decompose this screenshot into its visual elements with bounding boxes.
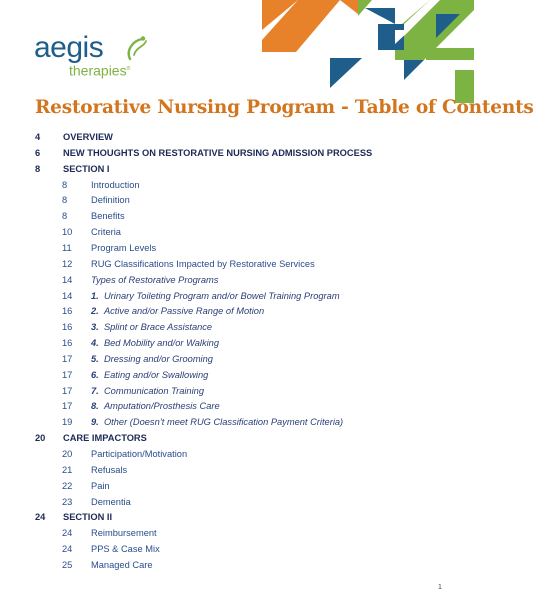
toc-entry-label: Benefits [91,211,125,222]
toc-entry-label: RUG Classifications Impacted by Restorative Services [91,258,315,269]
orange-triangle-2 [340,0,358,14]
toc-item-number: 3. [91,322,99,333]
toc-entry-label [91,351,213,367]
toc-page-number: 24 [62,544,73,555]
toc-entry-label: Introduction [91,179,140,190]
toc-entry-label: Refusals [91,464,128,475]
toc-page-number: 6 [35,147,41,158]
toc-entry-label: NEW THOUGHTS ON RESTORATIVE NURSING ADMISSION PROCESS [63,147,373,158]
toc-item-text: Amputation/Prosthesis Care [103,401,220,412]
toc-entry-label [91,414,343,430]
toc-page-number: 8 [62,179,68,190]
logo-swirl-icon [124,35,150,63]
toc-entry-label [91,303,264,319]
toc-item-text: Bed Mobility and/or Walking [103,338,220,349]
toc-page-number: 17 [62,369,73,380]
toc-entry-label [91,383,204,399]
toc-entry-label: Criteria [91,227,121,238]
toc-page-number: 20 [35,433,46,444]
toc-entry-label: Definition [91,195,130,206]
toc-entry-label [91,335,219,351]
toc-entry-label: OVERVIEW [63,132,113,142]
toc-page-number: 12 [62,258,73,269]
toc-entry-label: Reimbursement [91,528,157,539]
blue-triangle-2 [330,58,362,88]
toc-page-number: 17 [62,401,73,412]
toc-entry-label: Types of Restorative Programs [91,274,219,285]
toc-item-text: Urinary Toileting Program and/or Bowel Training Program [103,290,340,301]
toc-page-number: 14 [62,274,73,285]
toc-page-number: 19 [62,417,73,428]
toc-entry-label: Program Levels [91,242,157,253]
toc-entry-label: SECTION I [63,163,110,174]
toc-item-text: Splint or Brace Assistance [103,322,213,333]
toc-entry-label: Managed Care [91,559,153,570]
toc-page-number: 17 [62,353,73,364]
toc-page-number: 16 [62,306,73,317]
page-title: Restorative Nursing Program - Table of Contents [35,97,534,118]
toc-page-number: 8 [62,195,68,206]
toc-item-text: Eating and/or Swallowing [103,369,209,380]
toc-entry-label [91,367,208,383]
toc-entry-label [91,319,212,335]
toc-item-number: 9. [91,417,99,428]
toc-entry-label: SECTION II [63,512,113,523]
toc-page-number: 24 [62,528,73,539]
toc-item-number: 6. [91,369,99,380]
toc-item-text: Active and/or Passive Range of Motion [103,306,265,317]
blue-triangle-1 [365,8,395,24]
toc-page-number: 22 [62,480,73,491]
toc-page-number: 4 [35,132,41,142]
toc-entry-label: CARE IMPACTORS [63,433,147,444]
toc-entry-label: Pain [91,480,110,491]
toc-item-number: 5. [91,353,99,364]
toc-page-number: 24 [35,512,46,523]
toc-item-number: 1. [91,290,99,301]
toc-entry-label [91,288,340,304]
toc-page-number: 16 [62,322,73,333]
toc-item-text: Other (Doesn’t meet RUG Classification Payment Criteria) [103,417,344,428]
toc-page-number: 17 [62,385,73,396]
toc-item-text: Communication Training [103,385,205,396]
toc-entry-label: Participation/Motivation [91,449,188,459]
toc-page-number: 21 [62,464,73,475]
toc-page-number: 23 [62,496,73,507]
toc-page-number: 11 [62,242,72,253]
toc-page-number: 16 [62,338,73,349]
logo-wordmark: aegis [34,31,104,64]
toc-entry-label: PPS & Case Mix [91,544,160,555]
toc-page-number: 20 [62,449,73,459]
toc-page-number: 14 [62,290,73,301]
toc-page-number: 25 [62,559,73,570]
toc-entry-label: Dementia [91,496,131,507]
toc-item-text: Dressing and/or Grooming [103,353,213,364]
toc-page-number: 8 [35,163,41,174]
page-number: 1 [438,584,442,591]
logo-tagline: therapies® [69,62,131,79]
aegis-therapies-logo [34,33,164,81]
toc-item-number: 2. [91,306,99,317]
toc-entry-label [91,398,220,414]
toc-page-number: 10 [62,227,73,238]
toc-item-number: 7. [91,385,99,396]
green-triangle-2 [426,48,474,60]
toc-item-number: 8. [91,401,99,412]
toc-item-number: 4. [91,338,99,349]
blue-triangle-5 [404,60,424,80]
toc-page-number: 8 [62,211,68,222]
